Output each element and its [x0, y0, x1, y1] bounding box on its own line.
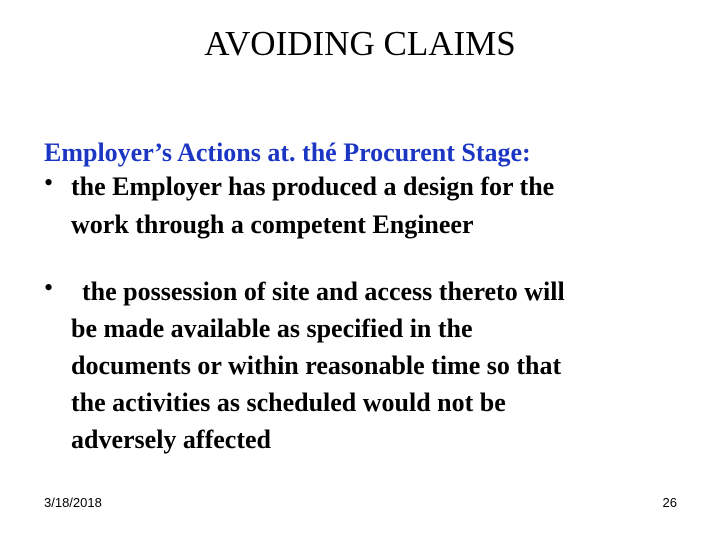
bullet-line: the activities as scheduled would not be: [71, 388, 506, 417]
bullet-item-site-possession: [44, 273, 684, 458]
bullet-line: adversely affected: [71, 425, 271, 454]
footer-date: 3/18/2018: [44, 495, 102, 510]
bullet-line: be made available as specified in the: [71, 314, 473, 343]
bullet-line: the Employer has produced a design for the: [71, 172, 555, 201]
slide-title: AVOIDING CLAIMS: [204, 24, 516, 63]
bullet-line: the possession of site and access thereto will: [82, 277, 565, 306]
footer-page-number: 26: [662, 495, 677, 510]
bullet-marker: •: [44, 273, 54, 302]
bullet-item-design: [44, 168, 684, 244]
bullet-line: documents or within reasonable time so that: [71, 351, 562, 380]
slide-subtitle: Employer’s Actions at. thé Procurent Stage:: [44, 138, 531, 167]
bullet-marker: •: [44, 168, 54, 197]
bullet-line: work through a competent Engineer: [71, 210, 474, 239]
